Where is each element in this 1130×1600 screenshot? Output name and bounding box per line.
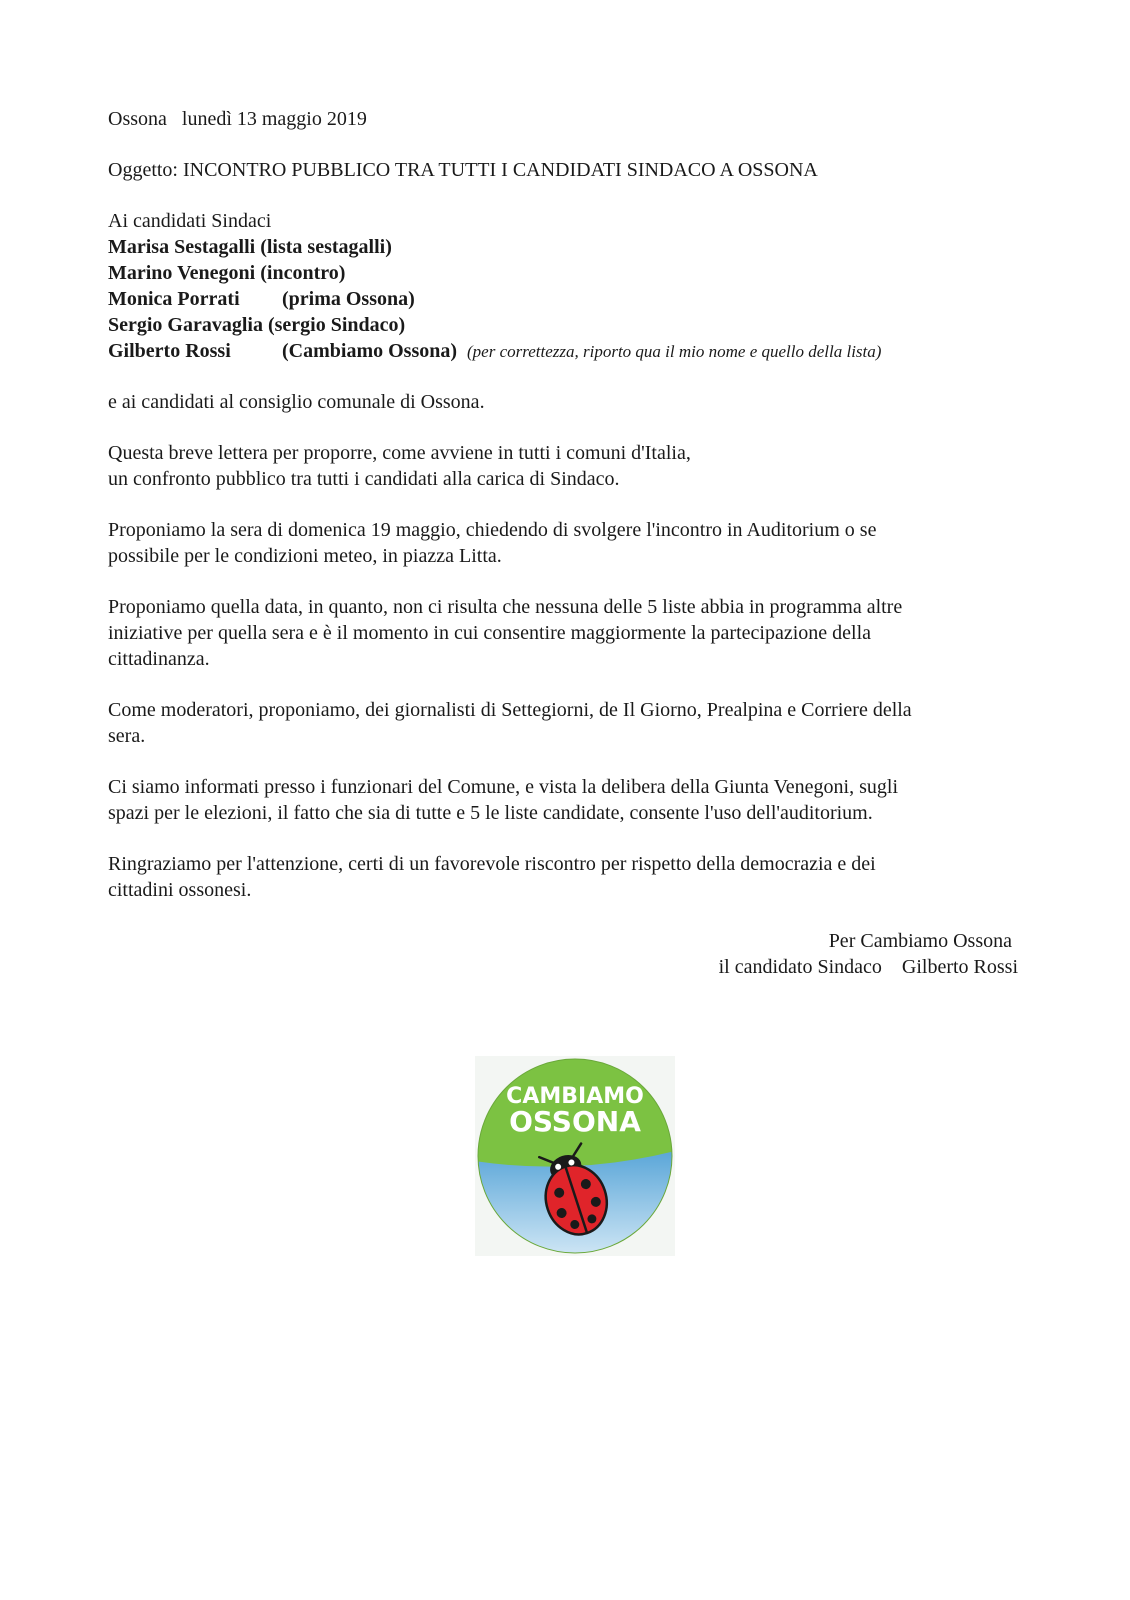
signature-line-1: Per Cambiamo Ossona (828, 930, 1012, 952)
date-text: Ossona lunedì 13 maggio 2019 (108, 108, 367, 130)
candidate-note: (per correttezza, riporto qua il mio nome e quello della lista) (467, 342, 882, 361)
candidate-name: Marino Venegoni (108, 262, 256, 284)
candidate-list: (incontro) (260, 262, 346, 284)
subject-text: Oggetto: INCONTRO PUBBLICO TRA TUTTI I CANDIDATI SINDACO A OSSONA (108, 159, 818, 181)
candidate-row (108, 234, 1038, 260)
paragraph-line: Proponiamo la sera di domenica 19 maggio, chiedendo di svolgere l'incontro in Auditorium o se (108, 519, 877, 541)
candidate-list: (prima Ossona) (282, 288, 415, 310)
paragraph-line: Proponiamo quella data, in quanto, non ci risulta che nessuna delle 5 liste abbia in programma altre (108, 596, 903, 618)
paragraph-line: Ci siamo informati presso i funzionari del Comune, e vista la delibera della Giunta Venegoni, sugli (108, 776, 899, 798)
council-line (108, 389, 1038, 415)
addressees (108, 208, 1038, 365)
paragraph-proposal (108, 440, 1038, 492)
signature (518, 928, 1018, 980)
candidate-row (108, 312, 1038, 338)
paragraph-line: un confronto pubblico tra tutti i candidati alla carica di Sindaco. (108, 468, 620, 490)
candidate-list: (sergio Sindaco) (267, 314, 406, 336)
paragraph-date (108, 517, 1038, 569)
cambiamo-ossona-logo (475, 1056, 675, 1256)
signature-line-2: il candidato Sindaco Gilberto Rossi (718, 956, 1018, 978)
paragraph-moderators (108, 697, 1038, 749)
paragraph-line: possibile per le condizioni meteo, in piazza Litta. (108, 545, 502, 567)
candidate-name: Monica Porrati (108, 288, 240, 310)
paragraph-comune (108, 774, 1038, 826)
candidate-list: (Cambiamo Ossona) (282, 340, 458, 362)
paragraph-line: cittadinanza. (108, 648, 210, 670)
paragraph-line: iniziative per quella sera e è il momento in cui consentire maggiormente la partecipazione della (108, 622, 872, 644)
paragraph-line: Ringraziamo per l'attenzione, certi di un favorevole riscontro per rispetto della democrazia e dei (108, 853, 876, 875)
paragraph-line: spazi per le elezioni, il fatto che sia di tutte e 5 le liste candidate, consente l'uso dell'auditorium. (108, 802, 873, 824)
paragraph-reason (108, 594, 1038, 672)
logo-top-text: CAMBIAMO (506, 1084, 644, 1109)
candidate-name: Gilberto Rossi (108, 340, 231, 362)
paragraph-line: Come moderatori, proponiamo, dei giornalisti di Settegiorni, de Il Giorno, Prealpina e Corriere della (108, 699, 912, 721)
date-line (108, 106, 1038, 132)
addressee-intro: Ai candidati Sindaci (108, 210, 272, 232)
candidate-row (108, 260, 1038, 286)
council-text: e ai candidati al consiglio comunale di Ossona. (108, 391, 485, 413)
candidate-list: (lista sestagalli) (260, 236, 392, 258)
logo-graphic (475, 1056, 675, 1256)
paragraph-thanks (108, 851, 1038, 903)
candidate-name: Marisa Sestagalli (108, 236, 256, 258)
candidate-row (108, 286, 1038, 312)
candidate-name: Sergio Garavaglia (108, 314, 263, 336)
logo-bottom-text: OSSONA (509, 1105, 641, 1138)
subject-line (108, 157, 1038, 183)
candidate-row (108, 338, 1038, 365)
paragraph-line: cittadini ossonesi. (108, 879, 252, 901)
paragraph-line: Questa breve lettera per proporre, come avviene in tutti i comuni d'Italia, (108, 442, 691, 464)
paragraph-line: sera. (108, 725, 146, 747)
